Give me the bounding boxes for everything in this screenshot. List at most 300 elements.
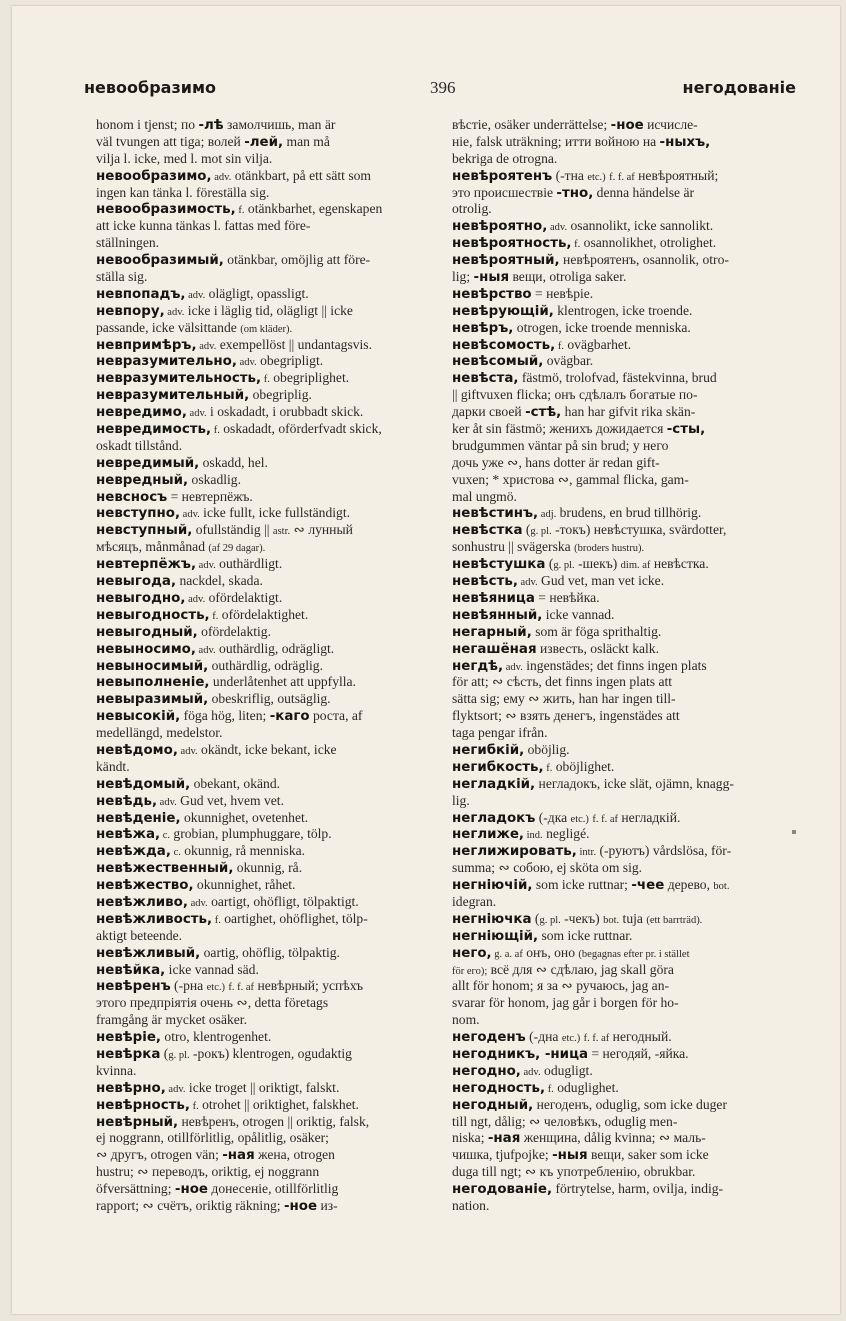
definition-text: замолчишь, man är [223,117,336,132]
definition-text: kvinna. [96,1062,137,1078]
text-line [96,151,440,168]
definition-text: донесеніе, otillförlitlig [208,1181,339,1197]
grammar-note: adv. [164,306,185,318]
text-line [452,556,796,573]
entry-headword: невпопадъ, [96,286,186,302]
text-line [96,1130,440,1147]
entry-headword: невредимо, [96,405,187,421]
entry-headword: невѣдь, [96,793,158,809]
text-line [96,1114,440,1131]
grammar-note: f. f. af [592,813,618,825]
entry-headword: невѣрующій, [452,303,554,319]
grammar-note: bot. [713,881,730,893]
entry-headword: негодность, [452,1080,546,1096]
grammar-note: etc.) [570,813,589,825]
entry-headword: невѣстушка [452,557,546,573]
text-line [452,1097,796,1114]
text-line [452,134,796,151]
text-line [452,387,796,404]
definition-text: ställa sig. [96,269,148,285]
definition-text: kändt. [96,758,130,774]
definition-text: som icke ruttnar; [532,877,632,893]
entry-headword: негодно, [452,1063,521,1079]
grammar-note: adv. [503,661,523,673]
entry-headword: невысокій, [96,709,181,725]
grammar-note: g. pl. [530,526,552,538]
text-line [96,607,440,624]
text-line [452,455,796,472]
entry-headword: -сты, [666,422,706,438]
text-line [452,759,796,776]
entry-headword: невѣсомый, [452,354,544,370]
grammar-note: (om kläder). [240,323,293,335]
text-line [452,218,796,235]
entry-headword: невѣдомо, [96,742,178,758]
entry-headword: негарный, [452,624,532,640]
entry-headword: невѣжливо, [96,894,188,910]
definition-text: oartig, ohöflig, tölpaktig. [200,944,340,960]
text-line [96,708,440,725]
definition-text: okunnig, rå menniska. [180,843,306,859]
definition-text: okunnighet, ovetenhet. [180,809,309,825]
entry-headword: невѣроятно, [452,219,548,235]
grammar-note: adv. [520,1066,541,1078]
definition-text: otänkbar, omöjlig att före- [223,252,371,268]
text-line [96,742,440,759]
definition-text: obegriplighet. [269,370,350,386]
text-line [96,337,440,354]
definition-text: bekriga de otrogna. [452,150,558,166]
text-line [452,1181,796,1198]
text-line [96,810,440,827]
definition-text: fästmö, trolofvad, fästekvinna, brud [518,370,717,386]
entry-headword: -стѣ, [525,405,562,421]
entry-headword: неглижировать, [452,844,577,860]
definition-text: grobian, plumphuggare, tölp. [170,826,332,842]
definition-text: Gud vet, man vet icke. [537,573,665,589]
definition-text: lig; [452,269,474,285]
grammar-note: adv. [186,408,207,420]
grammar-note: adv. [195,644,216,656]
text-line [96,522,440,539]
text-line [96,218,440,235]
entry-headword: невредимый, [96,455,200,471]
definition-text: ∾ лунный [290,522,353,538]
definition-text: icke troget || oriktigt, falskt. [185,1079,340,1095]
text-line [452,489,796,506]
definition-text: honom i tjenst; по [96,117,199,132]
text-line [96,860,440,877]
entry-headword: невыносимо, [96,641,196,657]
definition-text: summa; ∾ собою, ej sköta om sig. [452,860,643,876]
entry-headword: невѣръ, [452,320,514,336]
grammar-note: adv. [185,289,206,301]
text-line [452,1114,796,1131]
text-line [452,1012,796,1029]
definition-text: oduglighet. [553,1079,619,1095]
entry-headword: невообразимый, [96,253,224,269]
definition-text: olägligt, opassligt. [205,285,309,301]
entry-headword: -ная [487,1131,521,1147]
grammar-note: g. pl. [168,1049,190,1061]
definition-text: framgång är mycket osäker. [96,1012,247,1028]
definition-text: (-тна [552,167,588,183]
text-line [96,1080,440,1097]
grammar-note: (begagnas efter pr. i stället [578,948,690,960]
text-line [452,826,796,843]
definition-text: osannolikhet, otrolighet. [580,235,717,251]
definition-text: -рокъ) klentrogen, ogudaktig [189,1045,352,1061]
text-line [452,658,796,675]
entry-headword: невѣжественный, [96,861,234,877]
entry-headword: невѣдомый, [96,776,191,792]
definition-text: sätta sig; ему ∾ жить, han har ingen till- [452,691,676,707]
definition-text: ( [545,556,554,572]
text-line [96,286,440,303]
definition-text: icke i läglig tid, olägligt || icke [184,302,353,318]
grammar-note: f. [212,914,221,926]
entry-headword: невступно, [96,506,181,522]
definition-text: невѣстка. [650,556,709,572]
entry-headword: негибкость, [452,759,544,775]
grammar-note: g. pl. [539,914,561,926]
definition-text: föga hög, liten; [180,708,270,724]
definition-text: idegran. [452,893,497,909]
grammar-note: f. f. af [583,1033,610,1045]
definition-text: denna händelse är [593,184,695,200]
grammar-note: astr. [272,526,291,538]
entry-headword: невредимость, [96,422,212,438]
text-line [452,269,796,286]
definition-text: vuxen; * христова ∾, gammal flicka, gam- [452,471,689,487]
entry-headword: невпримѣръ, [96,337,197,353]
text-line [96,877,440,894]
text-line [452,353,796,370]
text-line [452,539,796,556]
text-line [452,337,796,354]
definition-text: som är föga sprithaltig. [531,623,662,639]
entry-headword: невѣжество, [96,878,194,894]
definition-text: (-дна [525,1029,562,1045]
text-line [96,320,440,337]
grammar-note: g. pl. [553,560,575,572]
entry-headword: невыгодный, [96,624,198,640]
text-line [452,252,796,269]
entry-headword: невѣденіе, [96,810,181,826]
definition-text: som icke ruttnar. [538,927,633,943]
definition-text: han har gifvit rika skän- [561,404,696,420]
definition-text: aktigt beteende. [96,927,183,943]
text-line [452,1063,796,1080]
definition-text: мѣсяцъ, månmånad [96,539,209,555]
entry-headword: -ное [610,118,644,133]
entry-headword: невыгода, [96,574,177,590]
entry-headword: невѣяница [452,590,535,606]
text-line [452,286,796,303]
grammar-note: adv. [196,560,216,572]
definition-text: ingen kan tänka l. föreställa sig. [96,184,270,200]
text-line [96,658,440,675]
grammar-note: f. [209,610,219,622]
entry-headword: невступный, [96,523,193,539]
text-line [452,945,796,962]
text-line [96,472,440,489]
definition-text: всё для ∾ сдѣлаю, jag skall göra [487,961,674,977]
definition-text: att icke kunna tänkas l. fattas med före- [96,218,311,234]
grammar-note: etc.) [561,1033,581,1045]
definition-text: oskadd, hel. [199,454,268,470]
definition-text: (-руютъ) vårdslösa, för- [596,843,732,859]
definition-text: till ngt, dålig; ∾ человѣкъ, oduglig men- [452,1113,678,1129]
text-line [96,134,440,151]
definition-text: oskadadt, oförderfvadt skick, [219,421,382,437]
grammar-note: g. a. af [491,948,523,960]
text-line [452,1198,796,1215]
definition-text: ofördelaktig. [197,623,271,639]
definition-text: okunnig, rå. [233,860,303,876]
text-line [96,641,440,658]
entry-headword: невыполненіе, [96,675,210,691]
entry-headword: негдѣ, [452,658,504,674]
definition-text: obegripligt. [256,353,324,369]
grammar-note: f. [211,425,220,437]
definition-text: ∾ другъ, otrogen vän; [96,1147,223,1163]
text-line [452,624,796,641]
definition-text: icke vannad säd. [165,961,259,977]
definition-text: = невѣріе. [531,285,594,301]
definition-text: Gud vet, hvem vet. [176,792,284,808]
entry-headword: невтерпёжъ, [96,557,197,573]
text-line [96,1097,440,1114]
text-line [96,201,440,218]
entry-headword: -лѣ [198,118,224,133]
grammar-note: f. [189,1100,199,1112]
definition-text: otro, klentrogenhet. [161,1029,272,1045]
definition-text: flyktsort; ∾ взять денегъ, ingenstädes att [452,708,680,724]
text-line [96,438,440,455]
entry-headword: негодникъ, -ница [452,1046,589,1062]
entry-headword: него, [452,945,492,961]
text-line [452,117,796,134]
definition-text: icke fullt, icke fullständigt. [199,505,351,521]
entry-headword: негладкій, [452,776,536,792]
definition-text: medellängd, medelstor. [96,725,223,741]
grammar-note: för его); [452,965,488,977]
text-line [96,590,440,607]
entry-headword: невразумительный, [96,388,250,404]
text-line [452,725,796,742]
definition-text: niska; [452,1130,488,1146]
grammar-note: f. [235,205,245,217]
text-line [96,303,440,320]
text-line [452,894,796,911]
grammar-note: dim. af [620,560,651,572]
entry-headword: негодный, [452,1097,534,1113]
text-line [96,894,440,911]
definition-text: öfversättning; [96,1181,175,1197]
definition-text: это происшествіе [452,184,557,200]
definition-text: -шекъ) [574,556,621,572]
definition-text: oböjlig. [524,741,570,757]
entry-headword: невѣжа, [96,827,161,843]
entry-headword: -чее [631,878,665,894]
text-line [96,539,440,556]
grammar-note: ind. [524,830,543,842]
entry-headword: невразумительно, [96,354,237,370]
definition-text: nation. [452,1198,490,1213]
definition-text: otänkbarhet, egenskapen [244,201,383,217]
definition-text: -токъ) невѣстушка, svärdotter, [551,522,727,538]
entry-headword: невообразимость, [96,202,236,218]
grammar-note: f. [543,762,553,774]
definition-text: odugligt. [540,1062,593,1078]
definition-text: невѣренъ, otrogen || oriktig, falsk, [178,1113,370,1129]
entry-headword: невѣрно, [96,1080,166,1096]
entry-headword: негоденъ [452,1030,526,1046]
entry-headword: невѣжливый, [96,945,201,961]
text-line [452,607,796,624]
definition-text: underlåtenhet att uppfylla. [209,674,356,690]
definition-text: роста, af [309,708,363,724]
entry-headword: невѣроятность, [452,236,572,252]
text-line [452,505,796,522]
text-line [96,185,440,202]
left-column [96,117,440,1215]
definition-text: этого предпріятія очень ∾, detta företags [96,995,329,1011]
text-line [96,353,440,370]
definition-text: otänkbart, på ett sätt som [231,167,371,183]
text-line [96,556,440,573]
definition-text: жена, otrogen [254,1147,335,1163]
definition-text: oartigt, ohöfligt, tölpaktigt. [207,893,359,909]
entry-headword: невѣренъ [96,979,171,995]
margin-mark [792,830,796,834]
text-line [96,691,440,708]
definition-text: ingenstädes; det finns ingen plats [522,657,707,673]
definition-text: vilja l. icke, med l. mot sin vilja. [96,150,273,166]
entry-headword: невыносимый, [96,658,209,674]
definition-text: = невѣйка. [534,589,600,605]
definition-text: = негодяй, -яйка. [588,1045,689,1061]
definition-text: чишка, tjufpojke; [452,1147,553,1163]
grammar-note: adv. [517,577,538,589]
entry-headword: -лей, [244,134,284,150]
definition-text: för att; ∾ сѣсть, det finns ingen plats att [452,674,673,690]
text-line [452,370,796,387]
definition-text: osannolikt, icke sannolikt. [567,218,714,234]
definition-text: nom. [452,1012,480,1028]
definition-text: obegriplig. [249,387,312,403]
text-line [452,590,796,607]
entry-headword: невѣріе, [96,1030,162,1046]
definition-text: дерево, [664,877,714,893]
text-line [452,810,796,827]
entry-headword: невѣйка, [96,962,166,978]
text-line [452,742,796,759]
text-line [96,776,440,793]
entry-headword: невпору, [96,303,165,319]
entry-headword: -ныхъ, [659,134,711,150]
text-line [96,962,440,979]
definition-text: i oskadadt, i orubbadt skick. [206,404,364,420]
text-line [452,404,796,421]
definition-text: mal ungmö. [452,488,517,504]
grammar-note: adv. [157,796,177,808]
text-line [452,995,796,1012]
grammar-note: adv. [547,222,568,234]
definition-text: rapport; ∾ счётъ, oriktig räkning; [96,1198,284,1213]
entry-headword: невообразимо, [96,168,212,184]
definition-text: ovägbarhet. [563,336,632,352]
text-line [96,978,440,995]
entry-headword: невѣроятенъ [452,168,553,184]
definition-text: nackdel, skada. [176,573,263,589]
text-line [96,1198,440,1215]
entry-headword: невѣжда, [96,844,171,860]
grammar-note: c. [170,847,181,859]
grammar-note: (af 29 dagar). [208,543,266,555]
text-line [96,117,440,134]
text-line [452,877,796,894]
entry-headword: негодованіе, [452,1182,553,1198]
text-line [96,945,440,962]
right-guideword: негодованіе [682,78,796,97]
entry-headword: -ное [174,1182,208,1198]
entry-headword: негашёная [452,641,537,657]
text-line [452,235,796,252]
grammar-note: adv. [180,509,200,521]
text-line [452,708,796,725]
definition-text: вещи, saker som icke [587,1147,709,1163]
definition-text: oskadlig. [188,471,241,487]
text-line [452,522,796,539]
definition-text: oskadt tillstånd. [96,437,183,453]
grammar-note: c. [160,830,171,842]
text-line [96,235,440,252]
definition-text: женщина, dålig kvinna; ∾ маль- [520,1130,706,1146]
grammar-note: f. [571,239,581,251]
text-line [96,489,440,506]
definition-text: okändt, icke bekant, icke [197,741,337,757]
text-line [96,1046,440,1063]
definition-text: svarar för honom, jag går i borgen för ho- [452,995,679,1011]
definition-text: brudens, en brud tillhörig. [556,505,702,521]
definition-text: негладокъ, icke slät, ojämn, knagg- [535,775,734,791]
text-line [452,472,796,489]
text-line [96,793,440,810]
grammar-note: adv. [185,593,206,605]
grammar-note: etc.) [206,982,225,994]
entry-headword: невредный, [96,472,189,488]
definition-text: otrohet || oriktighet, falskhet. [198,1096,359,1112]
text-line [96,168,440,185]
text-line [96,826,440,843]
text-line [452,1164,796,1181]
grammar-note: adv. [236,357,257,369]
entry-headword: невѣянный, [452,607,543,623]
entry-headword: негніючій, [452,878,533,894]
text-line [452,201,796,218]
definition-text: вѣстіе, osäker underrättelse; [452,117,611,132]
grammar-note: (ett barrträd). [646,914,703,926]
entry-headword: невѣроятный, [452,253,560,269]
grammar-note: adv. [187,897,208,909]
entry-headword: -ное [283,1199,318,1214]
entry-headword: невѣрность, [96,1097,190,1113]
text-line [452,1029,796,1046]
definition-text: ej noggrann, otillförlitlig, opålitlig, osäker; [96,1130,329,1146]
text-line [96,995,440,1012]
